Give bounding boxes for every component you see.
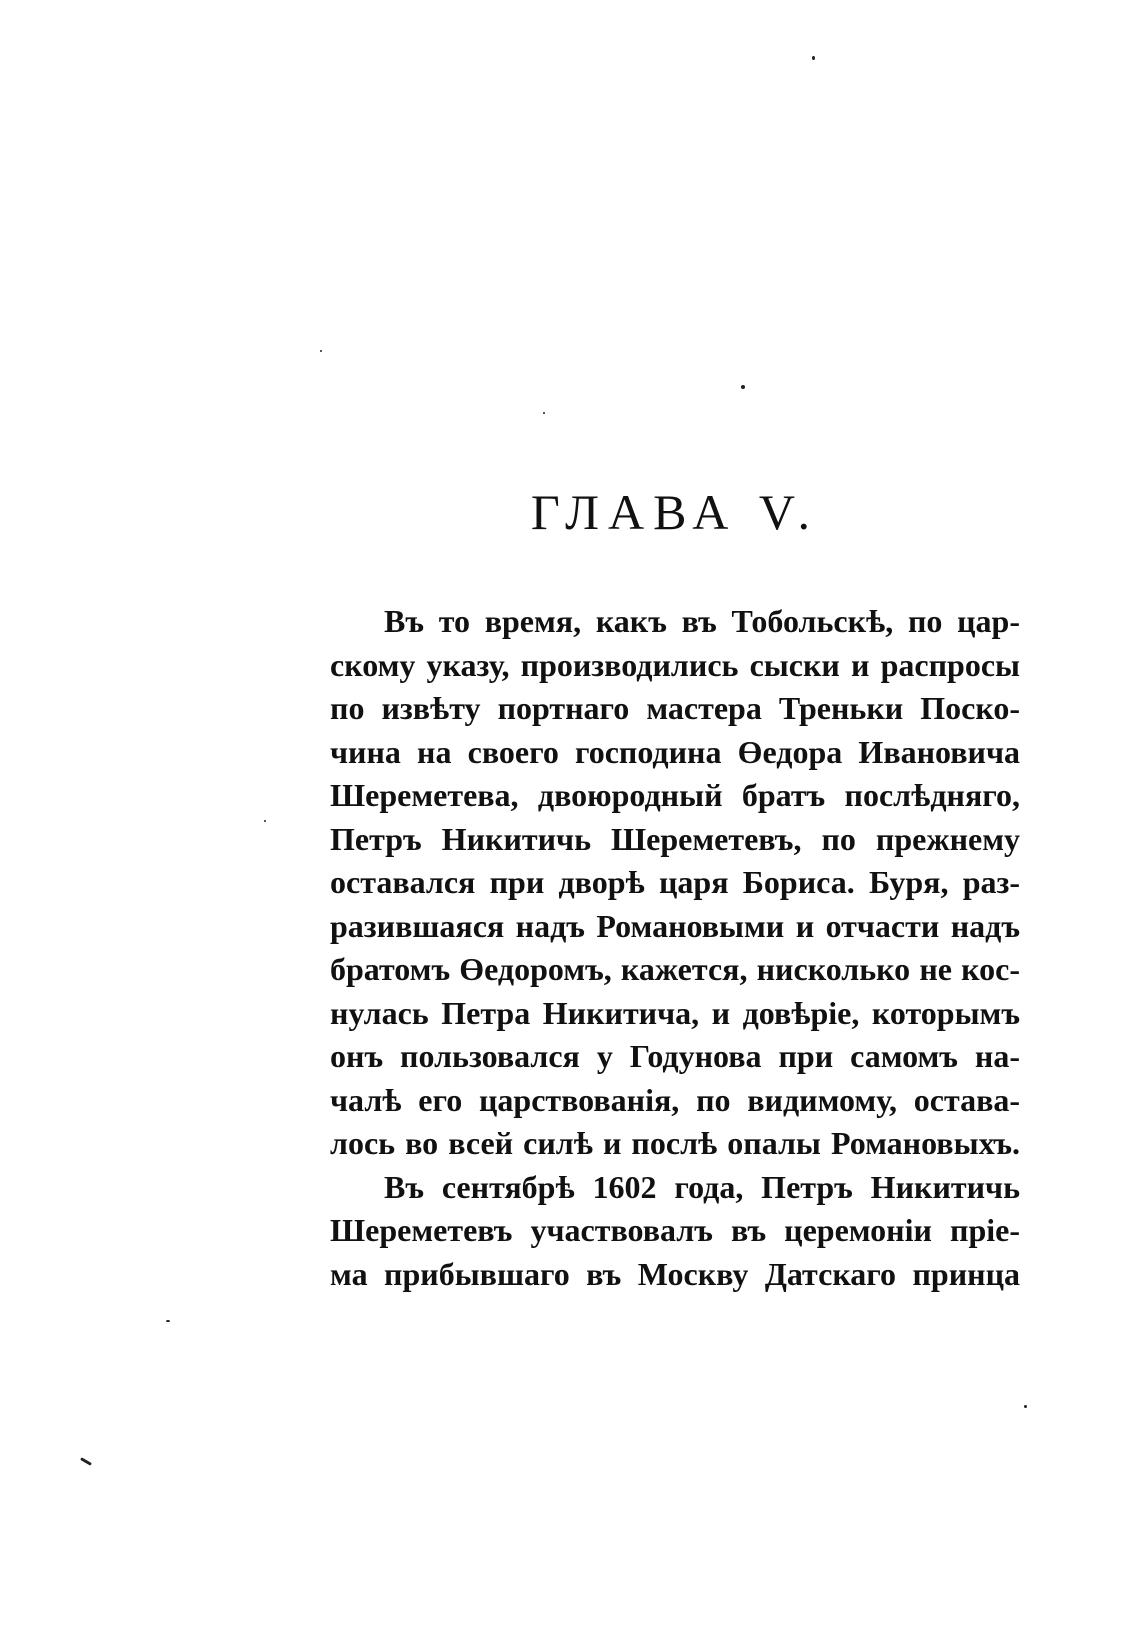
text-line: Въ то время, какъ въ Тобольскѣ, по цар- — [384, 603, 1020, 639]
scan-speck — [264, 820, 266, 822]
scan-speck — [543, 412, 545, 414]
text-line: онъ пользовался у Годунова при самомъ на- — [330, 1038, 1020, 1074]
text-line: разившаяся надъ Романовыми и отчасти надъ — [330, 907, 1020, 944]
text-line: Шереметевъ участвовалъ въ церемоніи пріе- — [330, 1212, 1020, 1248]
scan-speck — [320, 350, 322, 352]
body-text — [330, 600, 1020, 1296]
text-line: Шереметева, двоюродный братъ послѣдняго, — [330, 777, 1020, 813]
text-line: Петръ Никитичь Шереметевъ, по прежнему — [330, 820, 1020, 857]
chapter-title: ГЛАВА V. — [530, 484, 820, 540]
text-line: нулась Петра Никитича, и довѣріе, которымъ — [330, 994, 1020, 1031]
scan-speck — [166, 1320, 170, 1322]
text-line: по извѣту портнаго мастера Треньки Поско- — [330, 690, 1020, 726]
scan-speck — [741, 385, 745, 389]
scan-speck — [812, 56, 815, 60]
scan-speck — [80, 1457, 92, 1466]
text-line: Въ сентябрѣ 1602 года, Петръ Никитичь — [384, 1168, 1020, 1205]
text-line: чина на своего господина Өедора Ивановича — [330, 733, 1020, 770]
text-line: чалѣ его царствованія, по видимому, остава- — [330, 1081, 1020, 1118]
text-line: лось во всей силѣ и послѣ опалы Романовыхъ. — [330, 1125, 1020, 1161]
text-line: скому указу, производились сыски и распросы — [330, 646, 1020, 683]
text-line: братомъ Өедоромъ, кажется, нисколько не кос- — [330, 951, 1020, 987]
scan-speck — [1024, 1405, 1027, 1408]
text-line: ма прибывшаго въ Москву Датскаго принца — [330, 1255, 1020, 1292]
text-line: оставался при дворѣ царя Бориса. Буря, раз- — [330, 864, 1020, 900]
